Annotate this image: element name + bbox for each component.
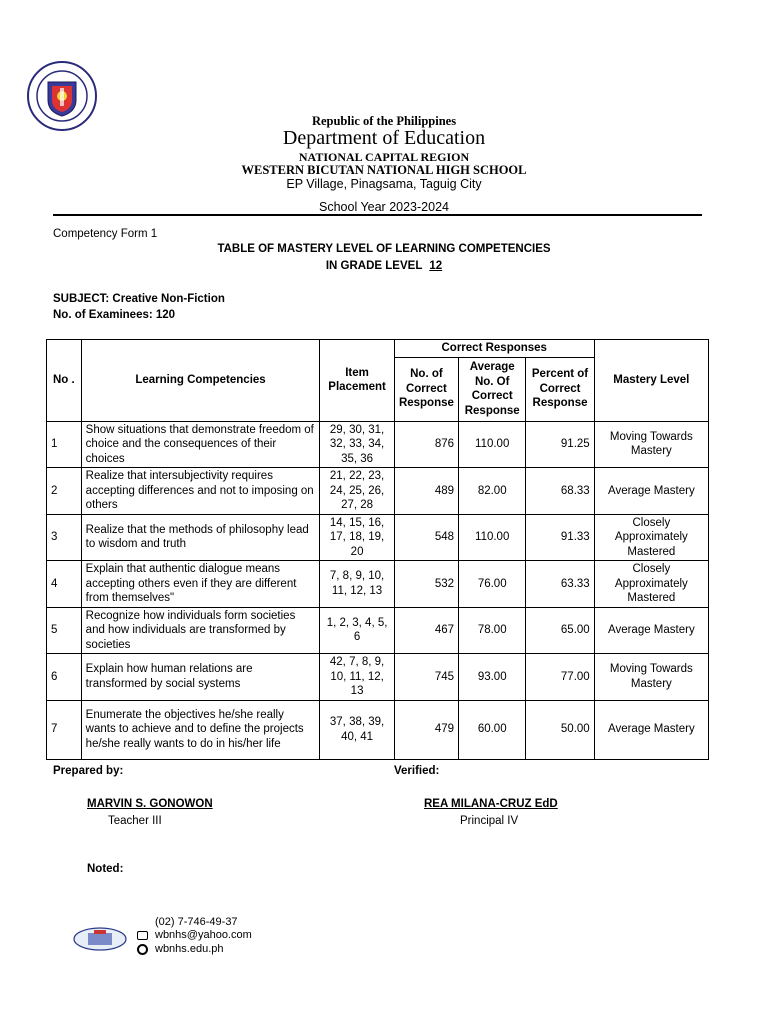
header-correct-responses: Correct Responses <box>394 340 594 358</box>
header-mastery-level: Mastery Level <box>594 340 708 422</box>
row-percent: 63.33 <box>526 561 594 608</box>
subject-line: SUBJECT: Creative Non-Fiction <box>53 293 225 305</box>
mastery-table <box>46 339 709 760</box>
table-row <box>47 468 709 515</box>
row-items: 21, 22, 23, 24, 25, 26, 27, 28 <box>320 468 394 515</box>
header-percent: Percent of Correct Response <box>526 357 594 421</box>
row-mastery: Average Mastery <box>594 468 708 515</box>
row-average: 110.00 <box>459 514 526 561</box>
row-correct: 479 <box>394 700 458 759</box>
noted-label: Noted: <box>87 863 124 875</box>
email-icon <box>137 931 148 940</box>
row-items: 7, 8, 9, 10, 11, 12, 13 <box>320 561 394 608</box>
row-competency: Realize that intersubjectivity requires accepting differences and not to imposing on others <box>81 468 320 515</box>
table-row <box>47 421 709 468</box>
row-mastery: Moving Towards Mastery <box>594 654 708 701</box>
footer-website[interactable]: wbnhs.edu.ph <box>155 943 224 955</box>
globe-icon <box>137 944 148 955</box>
grade-level-line <box>0 260 768 272</box>
row-mastery: Moving Towards Mastery <box>594 421 708 468</box>
prepared-label: Prepared by: <box>53 765 124 777</box>
row-correct: 532 <box>394 561 458 608</box>
row-items: 14, 15, 16, 17, 18, 19, 20 <box>320 514 394 561</box>
row-no: 2 <box>47 468 82 515</box>
row-average: 78.00 <box>459 607 526 654</box>
verified-title: Principal IV <box>460 815 519 827</box>
verified-name: REA MILANA-CRUZ EdD <box>424 798 558 810</box>
table-row <box>47 700 709 759</box>
row-no: 3 <box>47 514 82 561</box>
row-percent: 91.25 <box>526 421 594 468</box>
row-average: 60.00 <box>459 700 526 759</box>
prepared-title: Teacher III <box>108 815 162 827</box>
row-no: 1 <box>47 421 82 468</box>
form-code: Competency Form 1 <box>53 228 158 240</box>
grade-level-value: 12 <box>429 260 443 272</box>
row-correct: 876 <box>394 421 458 468</box>
table-row <box>47 654 709 701</box>
row-items: 42, 7, 8, 9, 10, 11, 12, 13 <box>320 654 394 701</box>
header-no-correct: No. of Correct Response <box>394 357 458 421</box>
verified-label: Verified: <box>394 765 440 777</box>
row-correct: 489 <box>394 468 458 515</box>
row-correct: 467 <box>394 607 458 654</box>
header-average: Average No. Of Correct Response <box>459 357 526 421</box>
row-percent: 50.00 <box>526 700 594 759</box>
row-average: 93.00 <box>459 654 526 701</box>
row-competency: Realize that the methods of philosophy lead to wisdom and truth <box>81 514 320 561</box>
row-competency: Explain that authentic dialogue means accepting others even if they are different from themselves" <box>81 561 320 608</box>
table-header-row <box>47 340 709 358</box>
header-competencies: Learning Competencies <box>81 340 320 422</box>
row-no: 4 <box>47 561 82 608</box>
row-items: 29, 30, 31, 32, 33, 34, 35, 36 <box>320 421 394 468</box>
row-competency: Enumerate the objectives he/she really wants to achieve and to define the projects he/she really wants to do in his/her life <box>81 700 320 759</box>
row-correct: 745 <box>394 654 458 701</box>
row-percent: 68.33 <box>526 468 594 515</box>
footer-phone: (02) 7-746-49-37 <box>155 916 238 928</box>
table-row <box>47 607 709 654</box>
row-no: 7 <box>47 700 82 759</box>
row-percent: 65.00 <box>526 607 594 654</box>
header-no: No . <box>47 340 82 422</box>
row-average: 76.00 <box>459 561 526 608</box>
footer-email[interactable]: wbnhs@yahoo.com <box>155 929 252 941</box>
prepared-name: MARVIN S. GONOWON <box>87 798 213 810</box>
department-title: Department of Education <box>282 127 486 149</box>
region-line: NATIONAL CAPITAL REGION <box>298 150 470 164</box>
row-no: 6 <box>47 654 82 701</box>
school-logo <box>72 926 128 952</box>
row-competency: Show situations that demonstrate freedom of choice and the consequences of their choices <box>81 421 320 468</box>
table-row <box>47 514 709 561</box>
header-divider <box>53 214 702 216</box>
row-mastery: Closely Approximately Mastered <box>594 561 708 608</box>
grade-level-prefix: IN GRADE LEVEL <box>325 260 423 272</box>
examinees-line: No. of Examinees: 120 <box>53 309 176 321</box>
table-row <box>47 561 709 608</box>
row-mastery: Average Mastery <box>594 700 708 759</box>
row-items: 1, 2, 3, 4, 5, 6 <box>320 607 394 654</box>
row-no: 5 <box>47 607 82 654</box>
row-percent: 77.00 <box>526 654 594 701</box>
school-name: WESTERN BICUTAN NATIONAL HIGH SCHOOL <box>241 163 527 177</box>
form-title: TABLE OF MASTERY LEVEL OF LEARNING COMPETENCIES <box>217 243 551 255</box>
row-competency: Explain how human relations are transformed by social systems <box>81 654 320 701</box>
row-mastery: Closely Approximately Mastered <box>594 514 708 561</box>
row-average: 110.00 <box>459 421 526 468</box>
header-item-placement: Item Placement <box>320 340 394 422</box>
row-average: 82.00 <box>459 468 526 515</box>
row-correct: 548 <box>394 514 458 561</box>
school-address: EP Village, Pinagsama, Taguig City <box>286 177 482 191</box>
row-competency: Recognize how individuals form societies and how individuals are transformed by societies <box>81 607 320 654</box>
row-percent: 91.33 <box>526 514 594 561</box>
row-mastery: Average Mastery <box>594 607 708 654</box>
republic-line: Republic of the Philippines <box>311 114 457 128</box>
row-items: 37, 38, 39, 40, 41 <box>320 700 394 759</box>
school-year: School Year 2023-2024 <box>319 200 449 214</box>
